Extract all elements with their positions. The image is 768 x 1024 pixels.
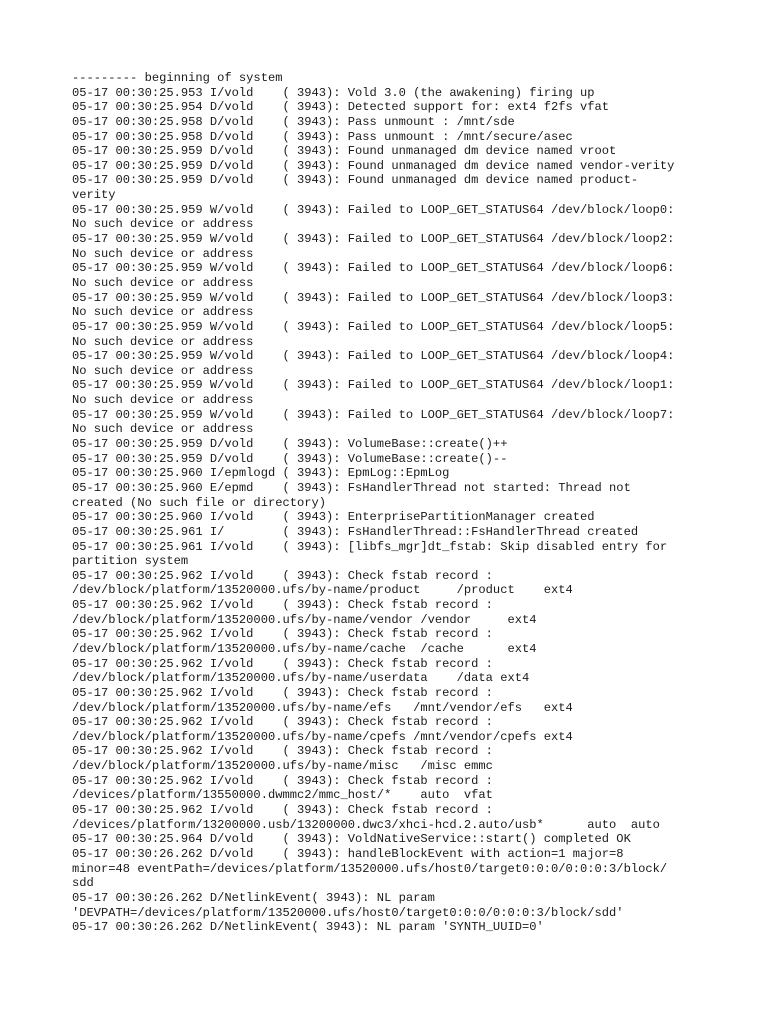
log-line: 05-17 00:30:25.962 I/vold ( 3943): Check fstab record : [72,744,493,759]
log-text-body [72,71,712,935]
log-line: 05-17 00:30:25.962 I/vold ( 3943): Check fstab record : [72,773,493,788]
log-line: /dev/block/platform/13520000.ufs/by-name/efs /mnt/vendor/efs ext4 [72,700,573,715]
log-line: 05-17 00:30:25.962 I/vold ( 3943): Check fstab record : [72,715,493,730]
log-line: 05-17 00:30:25.961 I/ ( 3943): FsHandlerThread::FsHandlerThread created [72,524,639,539]
log-line: 05-17 00:30:25.959 W/vold ( 3943): Failed to LOOP_GET_STATUS64 /dev/block/loop1: [72,378,675,393]
log-line: No such device or address [72,363,254,378]
log-line: 05-17 00:30:25.960 I/vold ( 3943): EnterprisePartitionManager created [72,510,595,525]
log-line: verity [72,188,116,203]
log-line: No such device or address [72,422,254,437]
log-line: /devices/platform/13550000.dwmmc2/mmc_host/* auto vfat [72,788,493,803]
log-line: 05-17 00:30:25.958 D/vold ( 3943): Pass unmount : /mnt/secure/asec [72,129,573,144]
log-line: /devices/platform/13200000.usb/13200000.dwc3/xhci-hcd.2.auto/usb* auto auto [72,817,660,832]
log-line: 05-17 00:30:25.960 E/epmd ( 3943): FsHandlerThread not started: Thread not [72,480,631,495]
log-line: No such device or address [72,275,254,290]
log-line: 05-17 00:30:25.962 I/vold ( 3943): Check fstab record : [72,685,493,700]
log-line: /dev/block/platform/13520000.ufs/by-name/misc /misc emmc [72,759,493,774]
log-line: 05-17 00:30:25.959 W/vold ( 3943): Failed to LOOP_GET_STATUS64 /dev/block/loop5: [72,319,675,334]
log-line: 05-17 00:30:25.962 I/vold ( 3943): Check fstab record : [72,568,493,583]
log-line: sdd [72,876,94,891]
log-line: 05-17 00:30:25.961 I/vold ( 3943): [libfs_mgr]dt_fstab: Skip disabled entry for [72,539,668,554]
log-line: minor=48 eventPath=/devices/platform/13520000.ufs/host0/target0:0:0/0:0:0:3/block/ [72,861,668,876]
log-line: 05-17 00:30:25.962 I/vold ( 3943): Check fstab record : [72,627,493,642]
log-line: 05-17 00:30:25.959 D/vold ( 3943): Found unmanaged dm device named product- [72,173,639,188]
log-line: --------- beginning of system [72,71,283,85]
log-line: 05-17 00:30:25.960 I/epmlogd ( 3943): EpmLog::EpmLog [72,466,450,481]
log-line: 05-17 00:30:26.262 D/NetlinkEvent( 3943): NL param [72,890,435,905]
log-line: 05-17 00:30:25.954 D/vold ( 3943): Detected support for: ext4 f2fs vfat [72,100,610,115]
log-line: No such device or address [72,246,254,261]
log-line: 05-17 00:30:25.958 D/vold ( 3943): Pass unmount : /mnt/sde [72,114,515,129]
log-line: No such device or address [72,334,254,349]
log-line: 'DEVPATH=/devices/platform/13520000.ufs/host0/target0:0:0/0:0:0:3/block/sdd' [72,905,624,920]
log-line: No such device or address [72,305,254,320]
log-line: No such device or address [72,393,254,408]
log-line: 05-17 00:30:25.959 W/vold ( 3943): Failed to LOOP_GET_STATUS64 /dev/block/loop2: [72,232,675,247]
log-line: 05-17 00:30:25.959 W/vold ( 3943): Failed to LOOP_GET_STATUS64 /dev/block/loop3: [72,290,675,305]
log-line: 05-17 00:30:25.959 W/vold ( 3943): Failed to LOOP_GET_STATUS64 /dev/block/loop0: [72,202,675,217]
log-line: 05-17 00:30:25.962 I/vold ( 3943): Check fstab record : [72,656,493,671]
log-line: 05-17 00:30:25.959 W/vold ( 3943): Failed to LOOP_GET_STATUS64 /dev/block/loop6: [72,261,675,276]
log-line: 05-17 00:30:25.959 D/vold ( 3943): Found unmanaged dm device named vendor-verity [72,158,675,173]
log-line: /dev/block/platform/13520000.ufs/by-name/cache /cache ext4 [72,641,537,656]
log-line: 05-17 00:30:25.959 W/vold ( 3943): Failed to LOOP_GET_STATUS64 /dev/block/loop7: [72,407,675,422]
log-line: 05-17 00:30:25.953 I/vold ( 3943): Vold 3.0 (the awakening) firing up [72,85,595,100]
log-line: 05-17 00:30:25.959 W/vold ( 3943): Failed to LOOP_GET_STATUS64 /dev/block/loop4: [72,349,675,364]
log-line: /dev/block/platform/13520000.ufs/by-name/userdata /data ext4 [72,671,530,686]
log-line: 05-17 00:30:26.262 D/vold ( 3943): handleBlockEvent with action=1 major=8 [72,846,624,861]
log-line: 05-17 00:30:25.962 I/vold ( 3943): Check fstab record : [72,803,493,818]
log-line: 05-17 00:30:26.262 D/NetlinkEvent( 3943): NL param 'SYNTH_UUID=0' [72,920,544,935]
log-line: /dev/block/platform/13520000.ufs/by-name/vendor /vendor ext4 [72,612,537,627]
log-line: /dev/block/platform/13520000.ufs/by-name/cpefs /mnt/vendor/cpefs ext4 [72,729,573,744]
log-line: created (No such file or directory) [72,495,327,510]
log-line: 05-17 00:30:25.959 D/vold ( 3943): VolumeBase::create()-- [72,451,508,466]
log-line: 05-17 00:30:25.959 D/vold ( 3943): VolumeBase::create()++ [72,437,508,452]
log-line: partition system [72,554,189,569]
log-line: 05-17 00:30:25.962 I/vold ( 3943): Check fstab record : [72,598,493,613]
log-line: 05-17 00:30:25.964 D/vold ( 3943): VoldNativeService::start() completed OK [72,832,631,847]
log-line: No such device or address [72,217,254,232]
log-line: 05-17 00:30:25.959 D/vold ( 3943): Found unmanaged dm device named vroot [72,144,617,159]
log-line: /dev/block/platform/13520000.ufs/by-name/product /product ext4 [72,583,573,598]
